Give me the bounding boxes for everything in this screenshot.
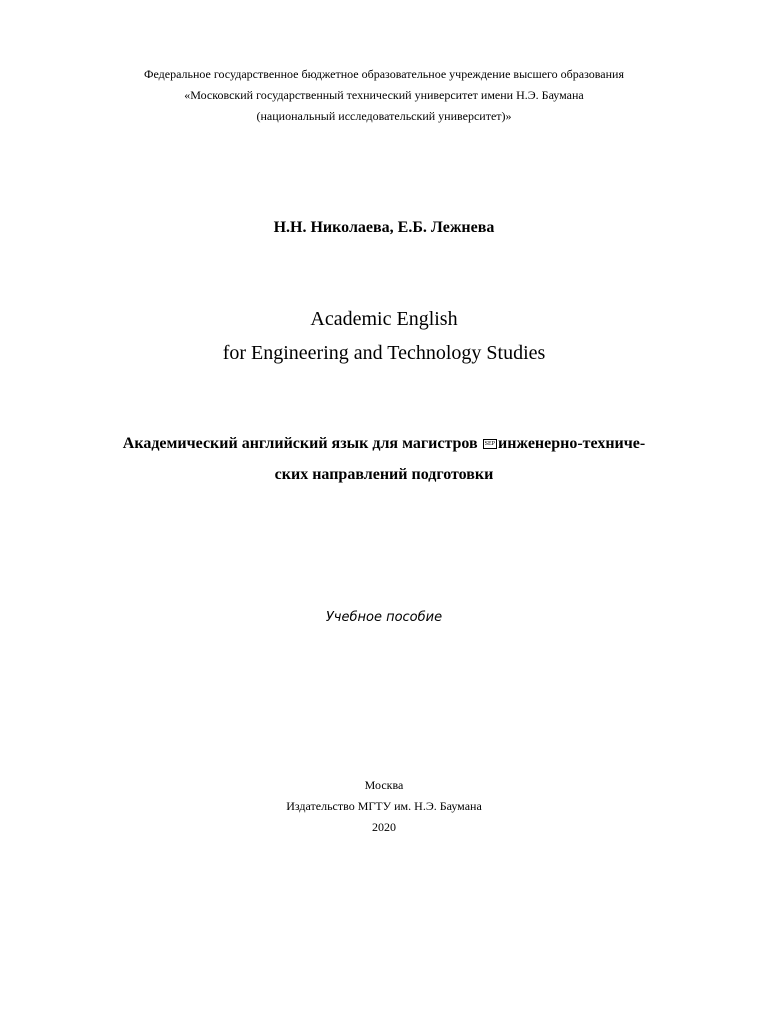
publication-publisher: Издательство МГТУ им. Н.Э. Баумана <box>286 799 482 813</box>
publication-year: 2020 <box>372 820 396 834</box>
separator-glyph-icon: SEP <box>484 441 495 448</box>
authors: Н.Н. Николаева, Е.Б. Лежнева <box>273 219 495 236</box>
institution-line-1: Федеральное государственное бюджетное образовательное учреждение высшего образования <box>144 67 624 81</box>
english-title-line-2: for Engineering and Technology Studies <box>222 342 546 364</box>
genre-label: Учебное пособие <box>325 610 443 625</box>
publication-city: Москва <box>364 778 404 792</box>
russian-title-line-1 <box>0 428 768 460</box>
russian-title-line-2: ских направлений подготовки <box>274 466 494 483</box>
russian-title-line-1-part-1: Академический английский язык для магистров <box>122 435 482 452</box>
english-title-line-1: Academic English <box>310 308 458 330</box>
institution-line-2: «Московский государственный технический университет имени Н.Э. Баумана <box>184 88 584 102</box>
institution-line-3: (национальный исследовательский университет)» <box>256 109 512 123</box>
russian-title-line-1-part-2: инженерно-техниче- <box>497 435 646 452</box>
